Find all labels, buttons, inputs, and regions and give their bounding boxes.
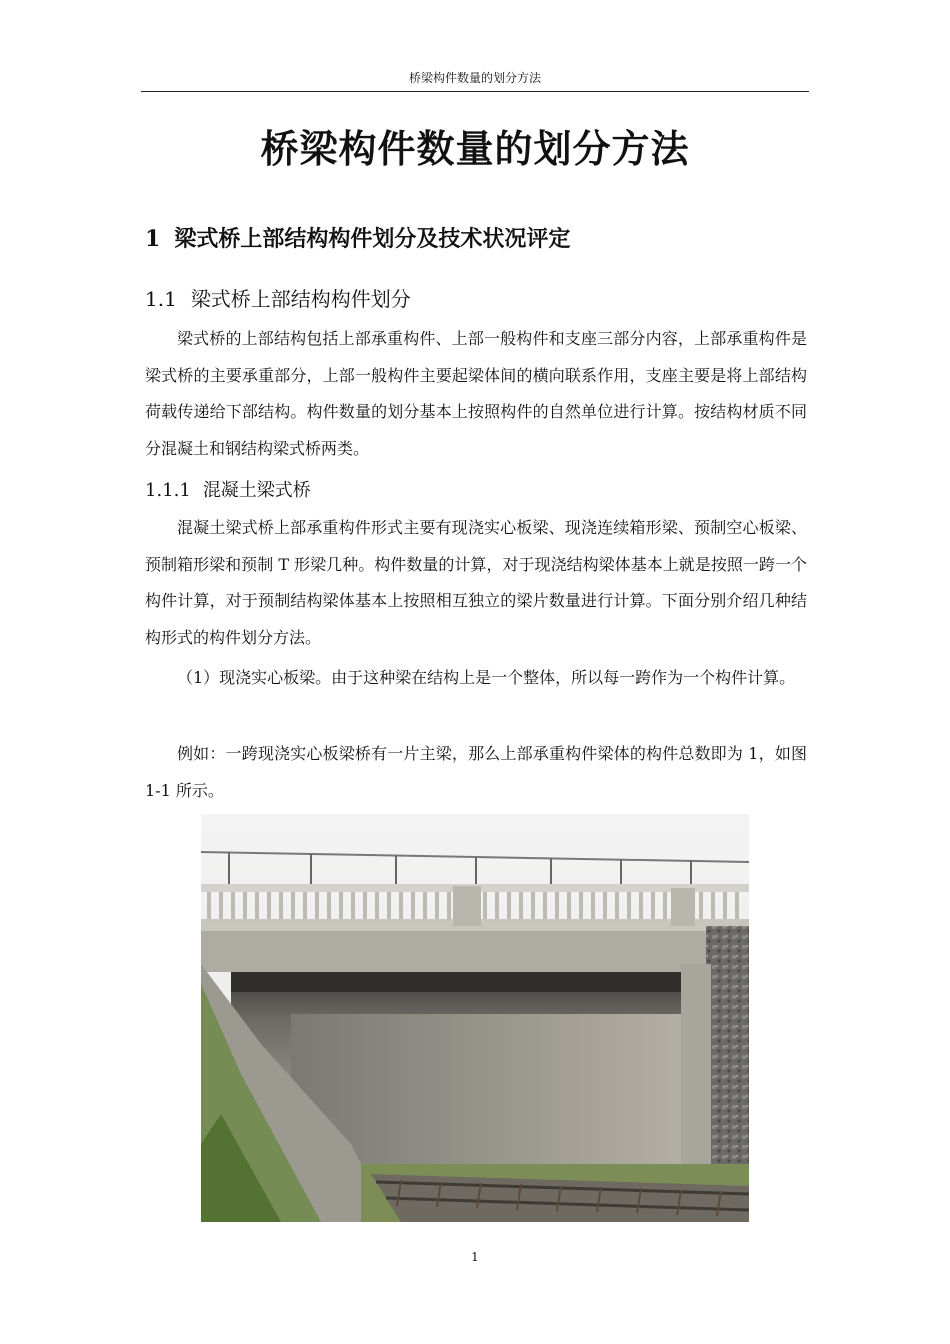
paragraph: 混凝土梁式桥上部承重构件形式主要有现浇实心板梁、现浇连续箱形梁、预制空心板梁、预制箱形梁和预制 T 形梁几种。构件数量的计算，对于现浇结构梁体基本上就是按照一跨一个构件计算，对于预制结构梁体基本上按照相互独立的梁片数量进行计算。下面分别介绍几种结构形式的构件划分方法。 [145, 518, 807, 647]
section-title: 梁式桥上部结构构件划分 [190, 287, 411, 311]
section-title: 梁式桥上部结构构件划分及技术状况评定 [174, 227, 571, 252]
section-number: 1.1 [145, 287, 177, 311]
paragraph: （1）现浇实心板梁。由于这种梁在结构上是一个整体，所以每一跨作为一个构件计算。 [177, 668, 796, 687]
section-heading-1-1 [145, 283, 411, 312]
section-title: 混凝土梁式桥 [202, 480, 311, 501]
paragraph: 例如：一跨现浇实心板梁桥有一片主梁，那么上部承重构件梁体的构件总数即为 1，如图 1-1 所示。 [145, 744, 807, 800]
page-number: 1 [471, 1250, 479, 1264]
running-header: 桥梁构件数量的划分方法 [408, 71, 541, 85]
section-number: 1 [145, 226, 161, 252]
document-title: 桥梁构件数量的划分方法 [260, 127, 690, 171]
bridge-photo [201, 814, 749, 1222]
section-heading-1 [145, 222, 570, 253]
header-rule [141, 91, 809, 92]
bridge-illustration [201, 814, 749, 1222]
paragraph: 梁式桥的上部结构包括上部承重构件、上部一般构件和支座三部分内容，上部承重构件是梁式桥的主要承重部分，上部一般构件主要起梁体间的横向联系作用，支座主要是将上部结构荷载传递给下部结构。构件数量的划分基本上按照构件的自然单位进行计算。按结构材质不同分混凝土和钢结构梁式桥两类。 [145, 329, 807, 458]
section-number: 1.1.1 [145, 480, 191, 501]
section-heading-1-1-1 [145, 476, 311, 502]
